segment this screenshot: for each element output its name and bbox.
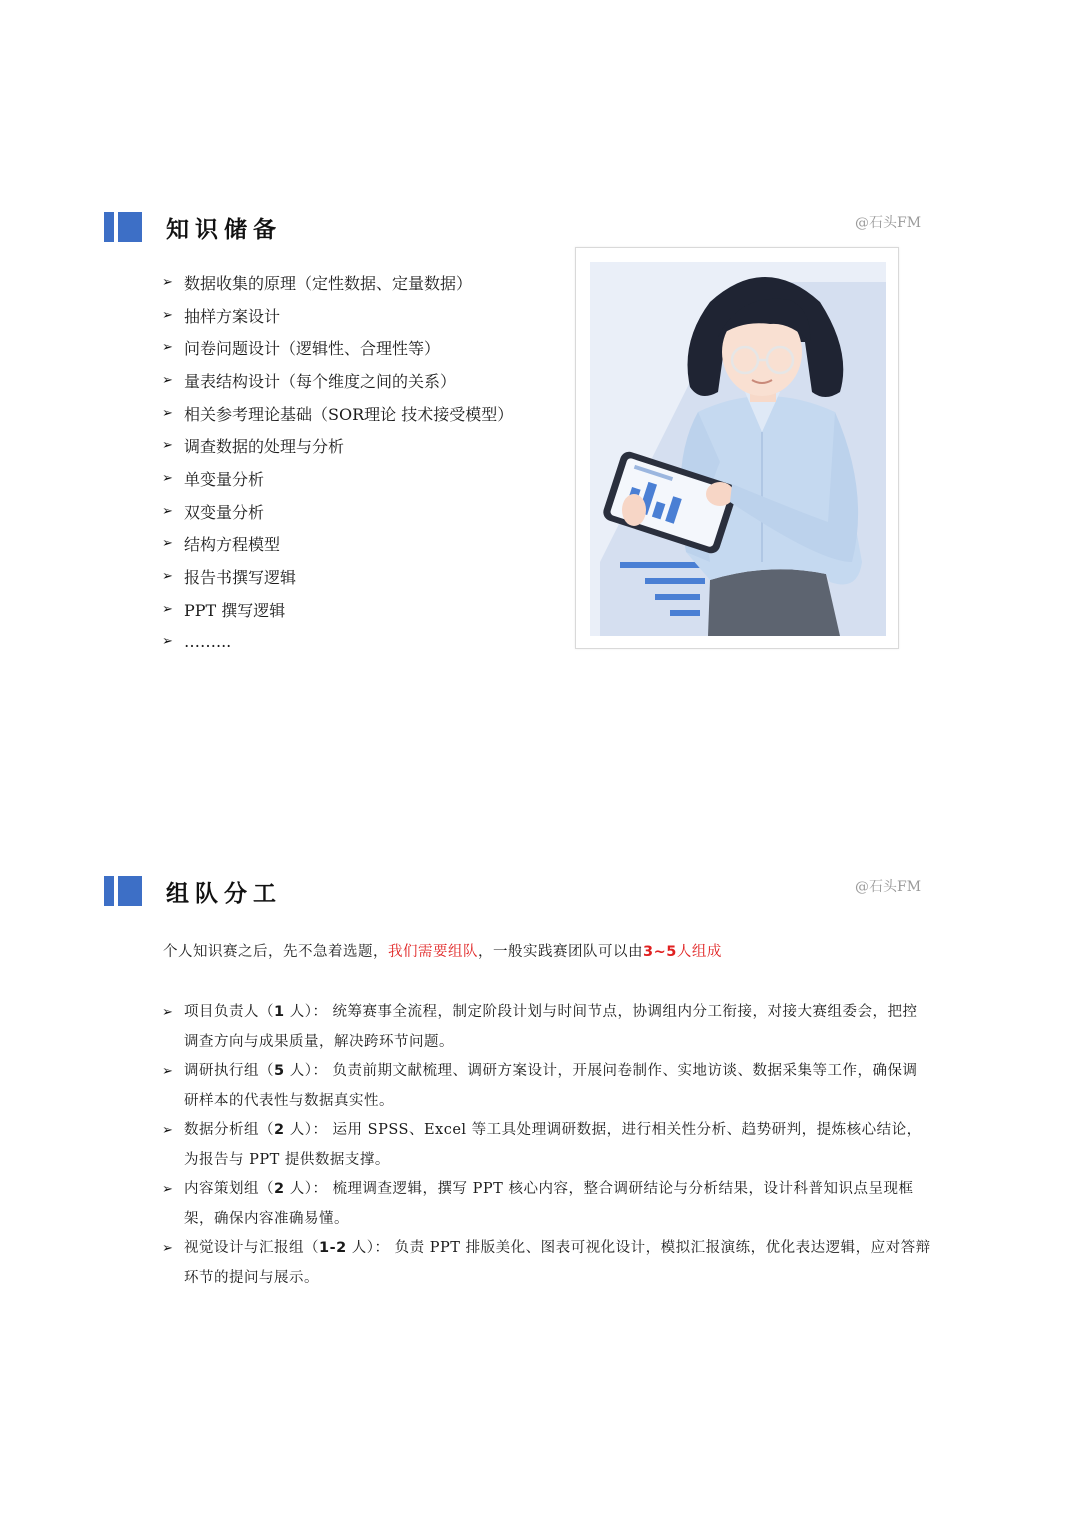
- arrow-bullet-icon: ➢: [162, 470, 173, 486]
- arrow-bullet-icon: ➢: [162, 601, 173, 617]
- role-list: [162, 998, 932, 1293]
- role-name: 视觉设计与汇报组（: [184, 1240, 319, 1256]
- role-item: [162, 1175, 932, 1234]
- role-name: 调研执行组（: [184, 1063, 274, 1079]
- role-item: [162, 1057, 932, 1116]
- section-heading-team: [104, 876, 282, 906]
- intro-highlight: 人组成: [676, 944, 722, 960]
- list-item-text: 结构方程模型: [184, 535, 281, 555]
- list-item-text: 双变量分析: [184, 502, 265, 522]
- arrow-bullet-icon: ➢: [162, 536, 173, 552]
- arrow-bullet-icon: ➢: [162, 1241, 174, 1256]
- heading-marker: [104, 212, 114, 242]
- role-description: 运用 SPSS、Excel 等工具处理调研数据，进行相关性分析、趋势研判，提炼核心结论，为报告与 PPT 提供数据支撑。: [184, 1122, 922, 1168]
- role-description: 梳理调查逻辑，撰写 PPT 核心内容，整合调研结论与分析结果，设计科普知识点呈现框架，确保内容准确易懂。: [184, 1181, 914, 1227]
- illustration: [590, 262, 886, 636]
- woman-tablet-illustration: [590, 262, 886, 636]
- arrow-bullet-icon: ➢: [162, 503, 173, 519]
- list-item-text: 问卷问题设计（逻辑性、合理性等）: [184, 339, 441, 359]
- role-description: 负责 PPT 排版美化、图表可视化设计，模拟汇报演练，优化表达逻辑，应对答辩环节的提问与展示。: [184, 1240, 931, 1286]
- list-item: [162, 495, 513, 528]
- role-name: 内容策划组（: [184, 1181, 274, 1197]
- intro-text: 个人知识赛之后，先不急着选题，: [163, 944, 388, 960]
- role-description: 统筹赛事全流程，制定阶段计划与时间节点，协调组内分工衔接，对接大赛组委会，把控调查方向与成果质量，解决跨环节问题。: [184, 1004, 918, 1050]
- role-description: 负责前期文献梳理、调研方案设计，开展问卷制作、实地访谈、数据采集等工作，确保调研样本的代表性与数据真实性。: [184, 1063, 918, 1109]
- heading-marker: [104, 876, 114, 906]
- arrow-bullet-icon: ➢: [162, 340, 173, 356]
- role-count: 5: [274, 1063, 285, 1079]
- list-item-text: ……...: [184, 632, 232, 652]
- knowledge-list: [162, 266, 513, 658]
- heading-marker: [118, 876, 142, 906]
- arrow-bullet-icon: ➢: [162, 372, 173, 388]
- list-item-text: 量表结构设计（每个维度之间的关系）: [184, 371, 457, 391]
- list-item: [162, 528, 513, 561]
- heading-marker: [118, 212, 142, 242]
- intro-highlight: 我们需要组队: [388, 944, 478, 960]
- role-unit: 人）：: [284, 1063, 328, 1079]
- role-item: [162, 1234, 932, 1293]
- arrow-bullet-icon: ➢: [162, 274, 173, 290]
- list-item: [162, 593, 513, 626]
- list-item: [162, 462, 513, 495]
- intro-team-size: 3~5: [643, 944, 677, 960]
- role-unit: 人）：: [284, 1122, 328, 1138]
- role-count: 1-2: [319, 1240, 347, 1256]
- list-item-text: 单变量分析: [184, 469, 265, 489]
- section-title: 知识储备: [166, 216, 282, 243]
- watermark: @石头FM: [855, 879, 922, 895]
- list-item-text: PPT 撰写逻辑: [184, 600, 286, 620]
- list-item-text: 数据收集的原理（定性数据、定量数据）: [184, 273, 473, 293]
- role-count: 2: [274, 1181, 285, 1197]
- list-item-text: 调查数据的处理与分析: [184, 437, 345, 457]
- list-item: [162, 626, 513, 659]
- arrow-bullet-icon: ➢: [162, 569, 173, 585]
- list-item-text: 相关参考理论基础（SOR理论 技术接受模型）: [184, 404, 514, 424]
- intro-paragraph: [163, 940, 722, 961]
- list-item: [162, 331, 513, 364]
- arrow-bullet-icon: ➢: [162, 438, 173, 454]
- role-unit: 人）：: [346, 1240, 390, 1256]
- list-item: [162, 266, 513, 299]
- role-count: 1: [274, 1004, 285, 1020]
- list-item: [162, 364, 513, 397]
- list-item: [162, 560, 513, 593]
- arrow-bullet-icon: ➢: [162, 1064, 174, 1079]
- arrow-bullet-icon: ➢: [162, 1182, 174, 1197]
- arrow-bullet-icon: ➢: [162, 1123, 174, 1138]
- role-item: [162, 998, 932, 1057]
- list-item: [162, 397, 513, 430]
- watermark: @石头FM: [855, 215, 922, 231]
- list-item-text: 报告书撰写逻辑: [184, 568, 297, 588]
- role-unit: 人）：: [284, 1004, 328, 1020]
- list-item: [162, 429, 513, 462]
- role-item: [162, 1116, 932, 1175]
- arrow-bullet-icon: ➢: [162, 1005, 174, 1020]
- arrow-bullet-icon: ➢: [162, 405, 173, 421]
- role-unit: 人）：: [284, 1181, 328, 1197]
- role-count: 2: [274, 1122, 285, 1138]
- illustration-frame: [575, 247, 899, 649]
- arrow-bullet-icon: ➢: [162, 634, 173, 650]
- role-name: 数据分析组（: [184, 1122, 274, 1138]
- intro-text: ，一般实践赛团队可以由: [478, 944, 643, 960]
- list-item-text: 抽样方案设计: [184, 306, 281, 326]
- list-item: [162, 299, 513, 332]
- section-heading-knowledge: [104, 212, 282, 242]
- arrow-bullet-icon: ➢: [162, 307, 173, 323]
- role-name: 项目负责人（: [184, 1004, 274, 1020]
- section-title: 组队分工: [166, 880, 282, 907]
